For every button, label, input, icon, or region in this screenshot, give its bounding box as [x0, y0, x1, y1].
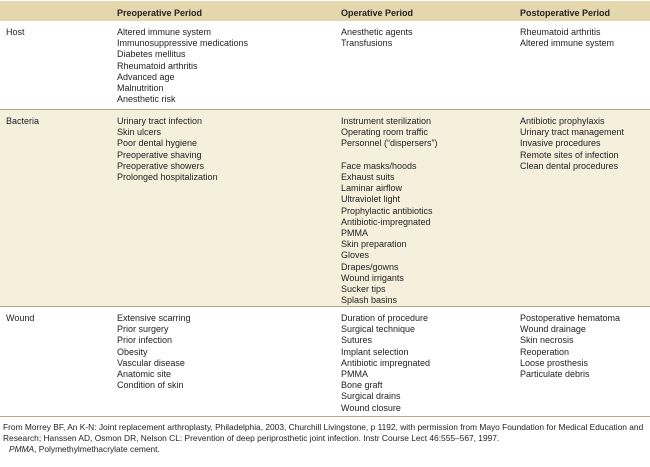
list-item: Advanced age: [117, 71, 175, 82]
list-item: Obesity: [117, 346, 148, 357]
list-item: Implant selection: [341, 346, 409, 357]
list-item: Rheumatoid arthritis: [520, 27, 601, 37]
list-item: Anatomic site: [117, 369, 172, 380]
list-item: Duration of procedure: [341, 313, 429, 323]
list-item: Surgical drains: [341, 391, 401, 402]
list-item: Particulate debris: [520, 369, 590, 380]
row-label: Bacteria: [6, 116, 40, 126]
list-item: Altered immune system: [520, 38, 615, 49]
abbreviation-note: [3, 444, 647, 455]
list-item: Invasive procedures: [520, 138, 601, 149]
list-item: PMMA: [341, 228, 368, 239]
abbreviation-term: PMMA: [9, 444, 35, 454]
list-item: Poor dental hygiene: [117, 138, 198, 149]
row-label-wound: [6, 313, 34, 324]
list-item: Splash basins: [341, 295, 398, 306]
list-item: Drapes/gowns: [341, 261, 399, 272]
list-item: Sutures: [341, 335, 373, 346]
list-item: Face masks/hoods: [341, 160, 417, 171]
list-item: Urinary tract infection: [117, 116, 203, 126]
header-postoperative: Postoperative Period: [520, 8, 611, 18]
list-item: Prior infection: [117, 335, 173, 346]
list-spacer: [341, 150, 438, 161]
wound-postoperative-cell: [520, 313, 620, 380]
list-item: Instrument sterilization: [341, 116, 432, 126]
table-row-host: [0, 21, 650, 110]
list-item: Skin ulcers: [117, 127, 162, 138]
list-item: Preoperative shaving: [117, 149, 202, 160]
list-item: Operating room traffic: [341, 127, 428, 138]
host-postoperative-cell: [520, 27, 614, 49]
list-item: Sucker tips: [341, 284, 386, 295]
list-item: Diabetes mellitus: [117, 49, 186, 60]
bacteria-preoperative-cell: [117, 116, 218, 183]
row-label-host: [6, 27, 25, 38]
wound-operative-cell: [341, 313, 430, 414]
list-item: Condition of skin: [117, 380, 184, 391]
host-operative-cell: [341, 27, 413, 49]
list-item: Loose prosthesis: [520, 357, 589, 368]
list-item: Personnel (“dispersers”): [341, 138, 438, 149]
source-citation: From Morrey BF, An K-N: Joint replacement arthroplasty, Philadelphia, 2003, Churchill Livingstone, p 1192, with permission from Mayo Foundation for Medical Education and Research; Hanssen AD, Osmon DR, Nelson CL: Prevention of deep periprosthetic joint infection. Instr Course Lect 46:555–567, 1997.: [3, 422, 644, 443]
list-item: Immunosuppressive medications: [117, 38, 249, 49]
list-item: Rheumatoid arthritis: [117, 60, 198, 71]
list-item: Surgical technique: [341, 324, 416, 335]
table-bottom-rule: [0, 416, 650, 417]
list-item: Laminar airflow: [341, 183, 403, 194]
list-item: Postoperative hematoma: [520, 313, 621, 323]
table-row-bacteria: [0, 110, 650, 307]
list-item: Vascular disease: [117, 357, 185, 368]
bacteria-postoperative-cell: [520, 116, 624, 172]
list-item: Antibiotic-impregnated: [341, 216, 431, 227]
list-item: Prolonged hospitalization: [117, 172, 218, 183]
bacteria-operative-cell: [341, 116, 438, 306]
row-label-bacteria: [6, 116, 39, 127]
list-item: Skin preparation: [341, 239, 407, 250]
list-item: PMMA: [341, 369, 368, 380]
list-item: Gloves: [341, 250, 370, 261]
table-header-row: [0, 1, 650, 21]
list-item: Clean dental procedures: [520, 160, 619, 171]
table-row-wound: [0, 307, 650, 417]
list-item: Altered immune system: [117, 27, 212, 37]
list-item: Exhaust suits: [341, 172, 395, 182]
list-item: Extensive scarring: [117, 313, 191, 323]
list-item: Skin necrosis: [520, 335, 574, 346]
list-item: Prior surgery: [117, 324, 169, 335]
row-label: Host: [6, 27, 25, 37]
list-item: Reoperation: [520, 346, 570, 357]
list-item: Preoperative showers: [117, 160, 205, 171]
list-item: Malnutrition: [117, 83, 164, 94]
row-label: Wound: [6, 313, 35, 323]
list-item: Wound drainage: [520, 324, 586, 335]
list-item: Wound irrigants: [341, 272, 404, 283]
list-item: Antibiotic impregnated: [341, 357, 431, 368]
list-item: Ultraviolet light: [341, 194, 401, 205]
list-item: Prophylactic antibiotics: [341, 205, 433, 216]
list-item: Urinary tract management: [520, 127, 625, 138]
list-item: Transfusions: [341, 38, 393, 49]
list-item: Remote sites of infection: [520, 149, 619, 160]
list-item: Wound closure: [341, 402, 401, 413]
list-item: Bone graft: [341, 380, 383, 391]
header-operative: Operative Period: [341, 8, 414, 18]
wound-preoperative-cell: [117, 313, 191, 391]
list-item: Anesthetic agents: [341, 27, 413, 37]
table-footnote: [3, 422, 647, 455]
abbreviation-definition: , Polymethylmethacrylate cement.: [34, 444, 160, 454]
header-preoperative: Preoperative Period: [117, 8, 203, 18]
list-item: Antibiotic prophylaxis: [520, 116, 605, 126]
list-item: Anesthetic risk: [117, 94, 176, 105]
host-preoperative-cell: [117, 27, 248, 105]
